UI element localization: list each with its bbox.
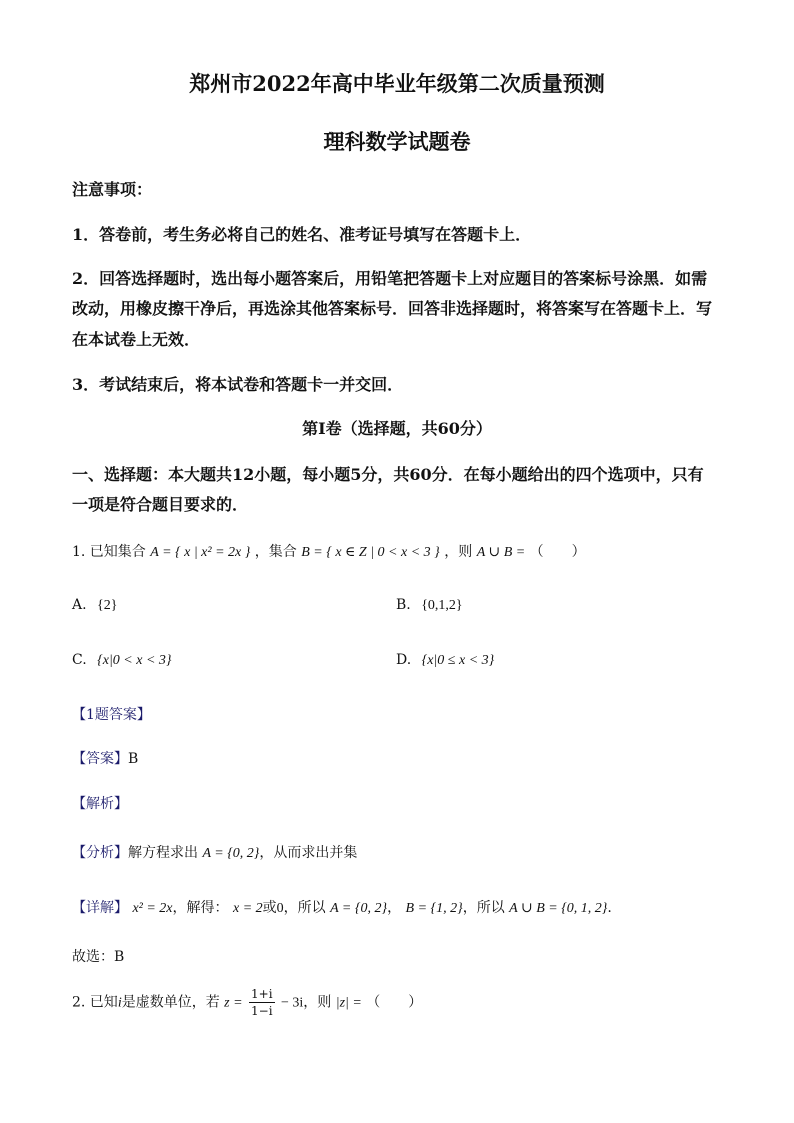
q1-detail-t2: 或: [262, 900, 277, 916]
q1-detail-sol: x = 2: [232, 901, 263, 916]
q1-detail-tag: 【详解】: [72, 900, 128, 916]
q1-detail-zero: 0: [276, 901, 284, 916]
q1-answer-line: [72, 748, 138, 768]
q2-prefix: 2. 已知: [72, 994, 118, 1011]
q2-i-var: i: [117, 995, 122, 1011]
notes-heading: 注意事项：: [72, 180, 153, 199]
q2-minus: − 3i: [281, 995, 304, 1011]
q1-fenxi-tag: 【分析】: [72, 845, 128, 861]
q1-tail: （ ）: [529, 544, 586, 560]
note-item-1: 1．答卷前，考生务必将自己的姓名、准考证号填写在答题卡上．: [72, 225, 532, 244]
q1-detail-eq: x² = 2x: [132, 901, 173, 916]
q2-denominator: 1−i: [251, 1004, 273, 1018]
q1-detail-end: .: [607, 900, 612, 916]
q1-detail-t3: ，所以: [283, 900, 326, 916]
q1-option-c-label: C.: [72, 652, 87, 668]
q1-mid: ，集合: [254, 544, 297, 560]
q1-prefix: 1. 已知集合: [72, 544, 146, 560]
q1-fenxi-text-1: 解方程求出: [128, 845, 198, 861]
note-item-2-line-2: 改动，用橡皮擦干净后，再选涂其他答案标号．回答非选择题时，将答案写在答题卡上．写: [72, 299, 713, 318]
q1-answer-tag: 【答案】: [72, 751, 128, 767]
q1-option-b: [396, 597, 463, 614]
section-intro-line-1: 一、选择题：本大题共12小题，每小题5分，共60分．在每小题给出的四个选项中，只有: [72, 465, 704, 484]
q1-option-b-label: B.: [396, 597, 411, 613]
exam-title: 郑州市2022年高中毕业年级第二次质量预测: [189, 71, 605, 96]
section-intro-line-2: 一项是符合题目要求的．: [72, 495, 249, 514]
q1-fenxi-text-2: ，从而求出并集: [259, 845, 358, 861]
q2-numerator: 1+i: [251, 987, 273, 1001]
question-2: [72, 986, 422, 1019]
q1-option-d-text: {x|0 ≤ x < 3}: [421, 653, 495, 668]
q1-detail-set-a: A = {0, 2}: [330, 901, 388, 916]
q1-set-a: A = { x | x² = 2x }: [150, 545, 251, 560]
q1-choose: 故选：B: [72, 949, 125, 965]
q2-tail: （ ）: [366, 994, 423, 1011]
q2-t2: ，则: [303, 994, 332, 1011]
q2-z-eq: z =: [224, 995, 243, 1011]
exam-subtitle: 理科数学试题卷: [323, 129, 471, 154]
q1-option-a-text: {2}: [97, 598, 118, 613]
q1-detail-t1: ，解得：: [172, 900, 229, 916]
q2-abs-z: |z| =: [335, 995, 362, 1011]
note-item-2-line-1: 2．回答选择题时，选出每小题答案后，用铅笔把答题卡上对应题目的答案标号涂黑．如需: [72, 269, 708, 288]
section-title: 第Ⅰ卷（选择题，共60分）: [302, 419, 492, 438]
q1-option-d: [396, 652, 494, 669]
q1-detail-union: A ∪ B = {0, 1, 2}: [509, 901, 608, 916]
q1-analysis-tag: 【解析】: [72, 796, 128, 812]
q1-option-a: [72, 597, 117, 614]
q1-option-b-text: {0,1,2}: [421, 598, 463, 613]
question-1: [72, 541, 586, 561]
q1-fenxi-line: [72, 842, 357, 862]
q1-answer-heading: 【1题答案】: [72, 707, 151, 723]
note-item-2-line-3: 在本试卷上无效．: [72, 330, 201, 349]
q1-detail-line: [72, 897, 612, 917]
q1-option-a-label: A.: [72, 597, 87, 613]
q1-option-c: [72, 652, 172, 669]
q2-fraction: [249, 986, 275, 1019]
note-item-3: 3．考试结束后，将本试卷和答题卡一并交回．: [72, 375, 404, 394]
q1-option-c-text: {x|0 < x < 3}: [97, 653, 172, 668]
q1-detail-t5: ，所以: [462, 900, 505, 916]
q1-detail-set-b: B = {1, 2}: [405, 901, 463, 916]
q1-option-d-label: D.: [396, 652, 412, 668]
q2-t1: 是虚数单位，若: [121, 994, 220, 1011]
q1-union: A ∪ B =: [476, 545, 526, 560]
q1-ask: ，则: [444, 544, 473, 560]
q1-detail-t4: ，: [387, 900, 402, 916]
q1-set-b: B = { x ∈ Z | 0 < x < 3 }: [301, 545, 440, 560]
q1-answer-value: B: [128, 751, 139, 767]
q1-fenxi-math: A = {0, 2}: [202, 846, 260, 861]
